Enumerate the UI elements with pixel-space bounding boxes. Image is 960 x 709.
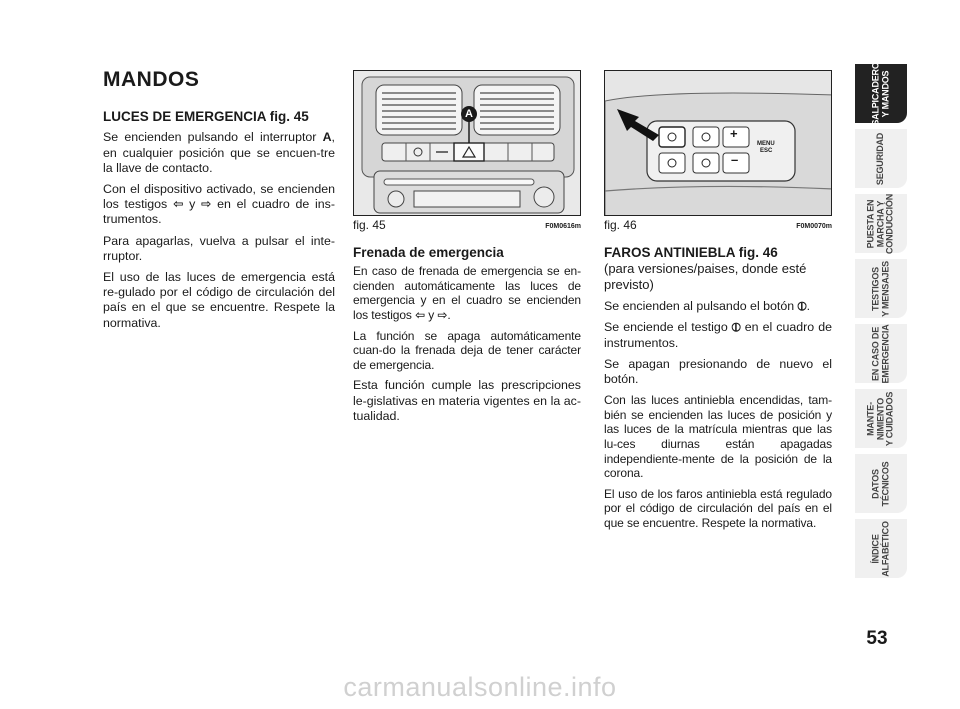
paragraph: La función se apaga automáticamente cuan-do la frenada deja de tener carácter de emergencia.	[353, 328, 581, 372]
text-run: y	[425, 307, 438, 322]
figure-caption-label: fig. 46	[604, 218, 637, 232]
figure-46-caption	[604, 217, 832, 233]
paragraph: Para apagarlas, vuelva a pulsar el inte-rruptor.	[103, 233, 335, 263]
tab-testigos-y-mensajes[interactable]	[855, 259, 907, 318]
figure-45-dashboard-image	[353, 70, 581, 216]
tab-label: EN CASO DE EMERGENCIA	[870, 323, 890, 384]
figure-code: F0M0616m	[545, 223, 581, 230]
paragraph: Se apagan presionando de nuevo el botón.	[604, 356, 832, 387]
column-right	[604, 70, 832, 537]
tab-salpicadero-y-mandos[interactable]	[855, 61, 907, 126]
column-middle	[353, 70, 581, 430]
plus-label: +	[730, 126, 738, 141]
section-heading-frenada: Frenada de emergencia	[353, 245, 504, 260]
text-run: Se encienden al pulsando el botón	[604, 299, 798, 314]
text-run: Con el dispositivo activado, se encienden los testigos	[103, 182, 335, 212]
menu-label: MENU	[757, 141, 775, 147]
fog-light-icon: ⦶	[797, 299, 807, 314]
paragraph	[353, 264, 581, 322]
right-turn-icon: ⇨	[200, 197, 212, 212]
paragraph: El uso de los faros antiniebla está regulado por el código de circulación del país en el que se encuentre. Respete la normativa.	[604, 486, 832, 530]
paragraph: Con las luces antiniebla encendidas, tam-bién se encienden las luces de posición y las luces de la matrícula mientras que las lu-ces diurnas están apagadas independiente-mente de la posición de la corona.	[604, 393, 832, 481]
paragraph	[604, 320, 832, 350]
tab-puesta-en-marcha[interactable]	[855, 194, 907, 253]
tab-label: SEGURIDAD	[875, 132, 886, 185]
figure-code: F0M0070m	[796, 223, 832, 230]
text-run: Se enciende el testigo	[604, 320, 732, 335]
figure-46-light-switch-image	[604, 70, 832, 216]
text-run: y	[183, 197, 201, 212]
text-run: en el cuadro de ins-trumentos.	[103, 197, 335, 227]
chapter-tabs	[855, 61, 907, 584]
fog-light-icon: ⦶	[731, 320, 741, 335]
tab-label: DATOS TÉCNICOS	[870, 461, 890, 506]
tab-indice-alfabetico[interactable]	[855, 519, 907, 578]
left-turn-icon: ⇦	[172, 197, 184, 212]
page-number: 53	[866, 628, 888, 649]
page-title: MANDOS	[103, 68, 200, 91]
tab-label: ÍNDICE ALFABÉTICO	[870, 520, 890, 577]
text-run: , en cualquier posición que se encuen-tre la llave de contacto.	[103, 130, 335, 175]
tab-label: SALPICADERO Y MANDOS	[870, 61, 890, 126]
section-heading-faros-antiniebla: FAROS ANTINIEBLA fig. 46	[604, 245, 778, 260]
esc-label: ESC	[760, 148, 773, 154]
tab-label: TESTIGOS Y MENSAJES	[870, 260, 890, 317]
paragraph	[604, 299, 832, 314]
figure-45-caption	[353, 217, 581, 233]
text-run: .	[447, 307, 451, 322]
tab-mantenimiento[interactable]	[855, 389, 907, 448]
tab-seguridad[interactable]	[855, 129, 907, 188]
section-heading-luces-emergencia: LUCES DE EMERGENCIA fig. 45	[103, 109, 309, 125]
paragraph: El uso de las luces de emergencia está re-gulado por el código de circulación del país en el que se encuentre. Respete la normativa.	[103, 270, 335, 330]
text-run: en el cuadro de instrumentos.	[604, 320, 832, 350]
watermark: carmanualsonline.info	[343, 672, 617, 702]
fog-light-switch-illustration	[605, 71, 832, 216]
figure-caption-label: fig. 45	[353, 218, 386, 232]
right-turn-icon: ⇨	[437, 307, 448, 322]
tab-en-caso-de-emergencia[interactable]	[855, 324, 907, 383]
paragraph: Esta función cumple las prescripciones le-gislativas en materia vigentes en la ac-tualidad.	[353, 378, 581, 423]
figure-marker-a: A	[465, 108, 473, 120]
text-run: .	[806, 299, 811, 314]
column-left	[103, 70, 335, 337]
left-turn-icon: ⇦	[415, 307, 426, 322]
switch-letter: A	[322, 130, 332, 145]
section-subheading: (para versiones/paises, donde esté previsto)	[604, 261, 807, 293]
paragraph	[103, 182, 335, 228]
tab-label: MANTE- NIMIENTO Y CUIDADOS	[865, 391, 895, 446]
text-run: Se encienden pulsando el interruptor	[103, 130, 323, 145]
text-run: En caso de frenada de emergencia se en-cienden automáticamente las luces de emergencia y en el cuadro se encienden los testigos	[353, 264, 581, 322]
dashboard-hazard-illustration	[354, 71, 581, 216]
paragraph	[103, 130, 335, 176]
tab-datos-tecnicos[interactable]	[855, 454, 907, 513]
tab-label: PUESTA EN MARCHA Y CONDUCCIÓN	[865, 193, 895, 254]
minus-label: –	[731, 152, 739, 167]
